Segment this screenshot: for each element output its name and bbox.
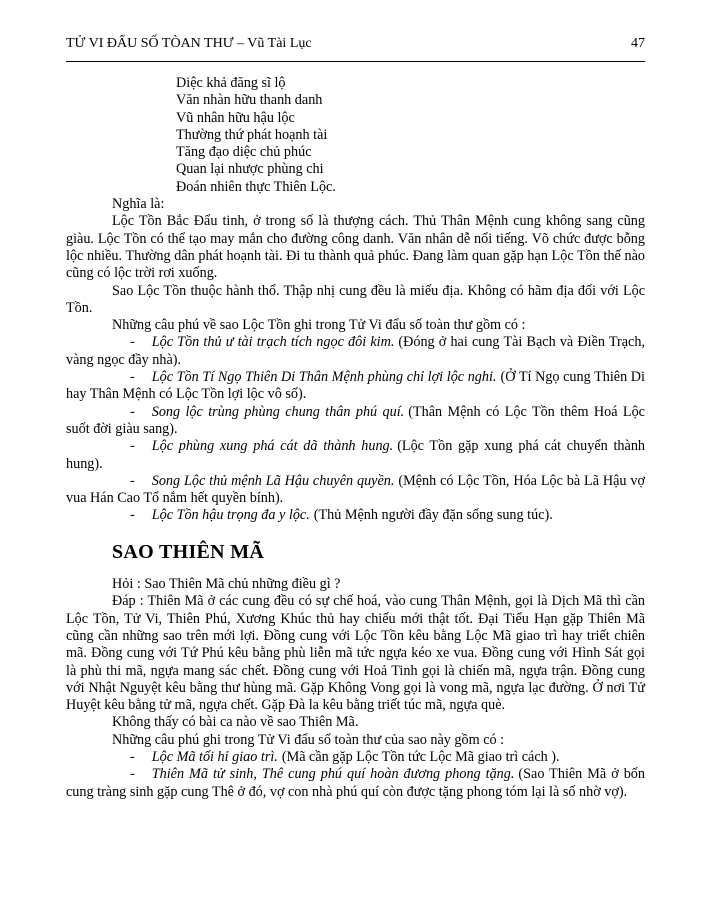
phu-phrase: Song lộc trùng phùng chung thân phú quí. [151, 403, 405, 420]
no-song-line: Không thấy có bài ca nào về sao Thiên Mã. [112, 714, 359, 731]
phu-dash: - [130, 472, 135, 489]
phu-intro-loc-ton: Những câu phú về sao Lộc Tồn ghi trong Tử Vi đẩu số toàn thư gồm có : [112, 317, 526, 334]
phu-item [66, 334, 645, 369]
phu-phrase: Lộc Tồn hậu trọng đa y lộc. [151, 507, 310, 524]
phu-dash: - [130, 766, 135, 783]
poem-line: Vũ nhân hữu hậu lộc [176, 109, 295, 126]
paragraph-loc-ton-1: Lộc Tồn Bắc Đẩu tinh, ở trong số là thượng cách. Thủ Thân Mệnh cung không sang cũng giàu. Lộc Tồn có thể tạo may mắn cho đường công danh. Văn nhân dễ nổi tiếng. Võ chức được bỗng lộc nhiều. Thường dân phát hoạnh tài. Đi tu thành quả phúc. Đang làm quan gặp hạn Lộc Tồn thế nào cũng có lộc trời rơi xuống. [66, 213, 645, 282]
poem-line: Diệc khả đăng sĩ lộ [176, 75, 286, 91]
page-body [66, 62, 645, 801]
phu-item [66, 766, 645, 801]
paragraph-loc-ton-2: Sao Lộc Tồn thuộc hành thổ. Thập nhị cung đều là miếu địa. Không có hãm địa đối với Lộc Tồn. [66, 282, 645, 316]
phu-phrase: Lộc phùng xung phá cát dã thành hung. [151, 438, 394, 455]
phu-item [66, 473, 645, 508]
phu-note: (Ở Tí Ngọ cung Thiên Di hay Thân Mệnh có Lộc Tồn lợi lộc vô số). [66, 369, 645, 403]
poem-line: Đoán nhiên thực Thiên Lộc. [176, 178, 336, 195]
phu-item [66, 438, 645, 473]
page-header [66, 36, 645, 62]
phu-phrase: Song Lộc thủ mệnh Lã Hậu chuyên quyền. [151, 472, 395, 489]
phu-dash: - [130, 507, 135, 524]
question-line: Hỏi : Sao Thiên Mã chủ những điều gì ? [112, 576, 341, 593]
poem-block [176, 75, 645, 196]
phu-dash: - [130, 369, 135, 386]
phu-note: (Thân Mệnh có Lộc Tồn thêm Hoá Lộc suốt đời giàu sang). [66, 403, 645, 437]
phu-note: (Mã cần gặp Lộc Tồn tức Lộc Mã giao trì cách ). [281, 748, 560, 765]
section-heading-thien-ma: SAO THIÊN MÃ [112, 540, 265, 563]
poem-line: Văn nhàn hữu thanh danh [176, 92, 323, 109]
phu-item [66, 507, 645, 524]
page-number: 47 [631, 36, 645, 51]
phu-dash: - [130, 438, 135, 455]
phu-item [66, 749, 645, 766]
poem-line: Thường thứ phát hoạnh tài [176, 126, 328, 143]
phu-dash: - [130, 748, 135, 765]
phu-item [66, 404, 645, 439]
phu-dash: - [130, 334, 135, 351]
phu-dash: - [130, 403, 135, 420]
phu-note: (Đóng ở hai cung Tài Bạch và Điền Trạch, vàng ngọc đầy nhà). [66, 334, 645, 368]
answer-paragraph: Đáp : Thiên Mã ở các cung đều có sự chế hoá, vào cung Thân Mệnh, gọi là Dịch Mã thì cần Lộc Tồn, Tử Vi, Thiên Phú, Xương Khúc thủ hay chiếu mới thật tốt. Đại Tiểu Hạn gặp Thiên Mã cũng cần những sao trên mới lợi. Đồng cung với Lộc Tồn kêu bằng Lộc Mã giao trì hay triết chiên mã. Đồng cung với Tứ Phú kêu bằng phù liễn mã tức ngựa kéo xe vua. Đồng cung với Hình Sát gọi là phù thi mã, ngựa mang sác chết. Đồng cung với Hoả Tinh gọi là chiến mã, ngựa trận. Đồng cung với Nhật Nguyệt kêu bằng thư hùng mã. Gặp Không Vong gọi là vong mã, ngựa lạc đường. Ở nơi Tử Huyệt kêu bằng tử mã, ngựa chết. Gặp Đà la kêu bằng triết túc mã, ngựa què. [66, 593, 645, 714]
phu-phrase: Lộc Mã tối hỉ giao trì. [151, 748, 278, 765]
phu-note: (Mệnh có Lộc Tồn, Hóa Lộc bà Lã Hậu vợ vua Hán Cao Tổ nắm hết quyền bính). [66, 472, 645, 507]
meaning-label: Nghĩa là: [112, 196, 165, 213]
phu-note: (Thủ Mệnh người đầy đặn sống sung túc). [313, 507, 553, 524]
phu-phrase: Thiên Mã tử sinh, Thê cung phú quí hoàn đương phong tặng. [151, 766, 515, 783]
phu-phrase: Lộc Tồn thủ ư tài trạch tích ngọc đôi kim. [151, 334, 395, 351]
running-title: TỬ VI ĐẨU SỐ TÒAN THƯ – Vũ Tài Lục [66, 36, 312, 51]
poem-line: Quan lại nhược phùng chi [176, 161, 324, 178]
phu-note: (Sao Thiên Mã ở bốn cung tràng sinh gặp cung Thê ở đó, vợ con nhà phú quí còn được tặng phong tóm lại là số nhờ vợ). [66, 766, 645, 800]
poem-line: Tăng đạo diệc chủ phúc [176, 144, 312, 161]
phu-intro-thien-ma: Những câu phú ghi trong Tử Vi đẩu số toàn thư của sao này gồm có : [112, 731, 505, 748]
phu-note: (Lộc Tồn gặp xung phá cát chuyển thành hung). [66, 438, 646, 472]
phu-item [66, 369, 645, 404]
phu-phrase: Lộc Tồn Tí Ngọ Thiên Di Thân Mệnh phùng chỉ lợi lộc nghi. [151, 369, 497, 386]
